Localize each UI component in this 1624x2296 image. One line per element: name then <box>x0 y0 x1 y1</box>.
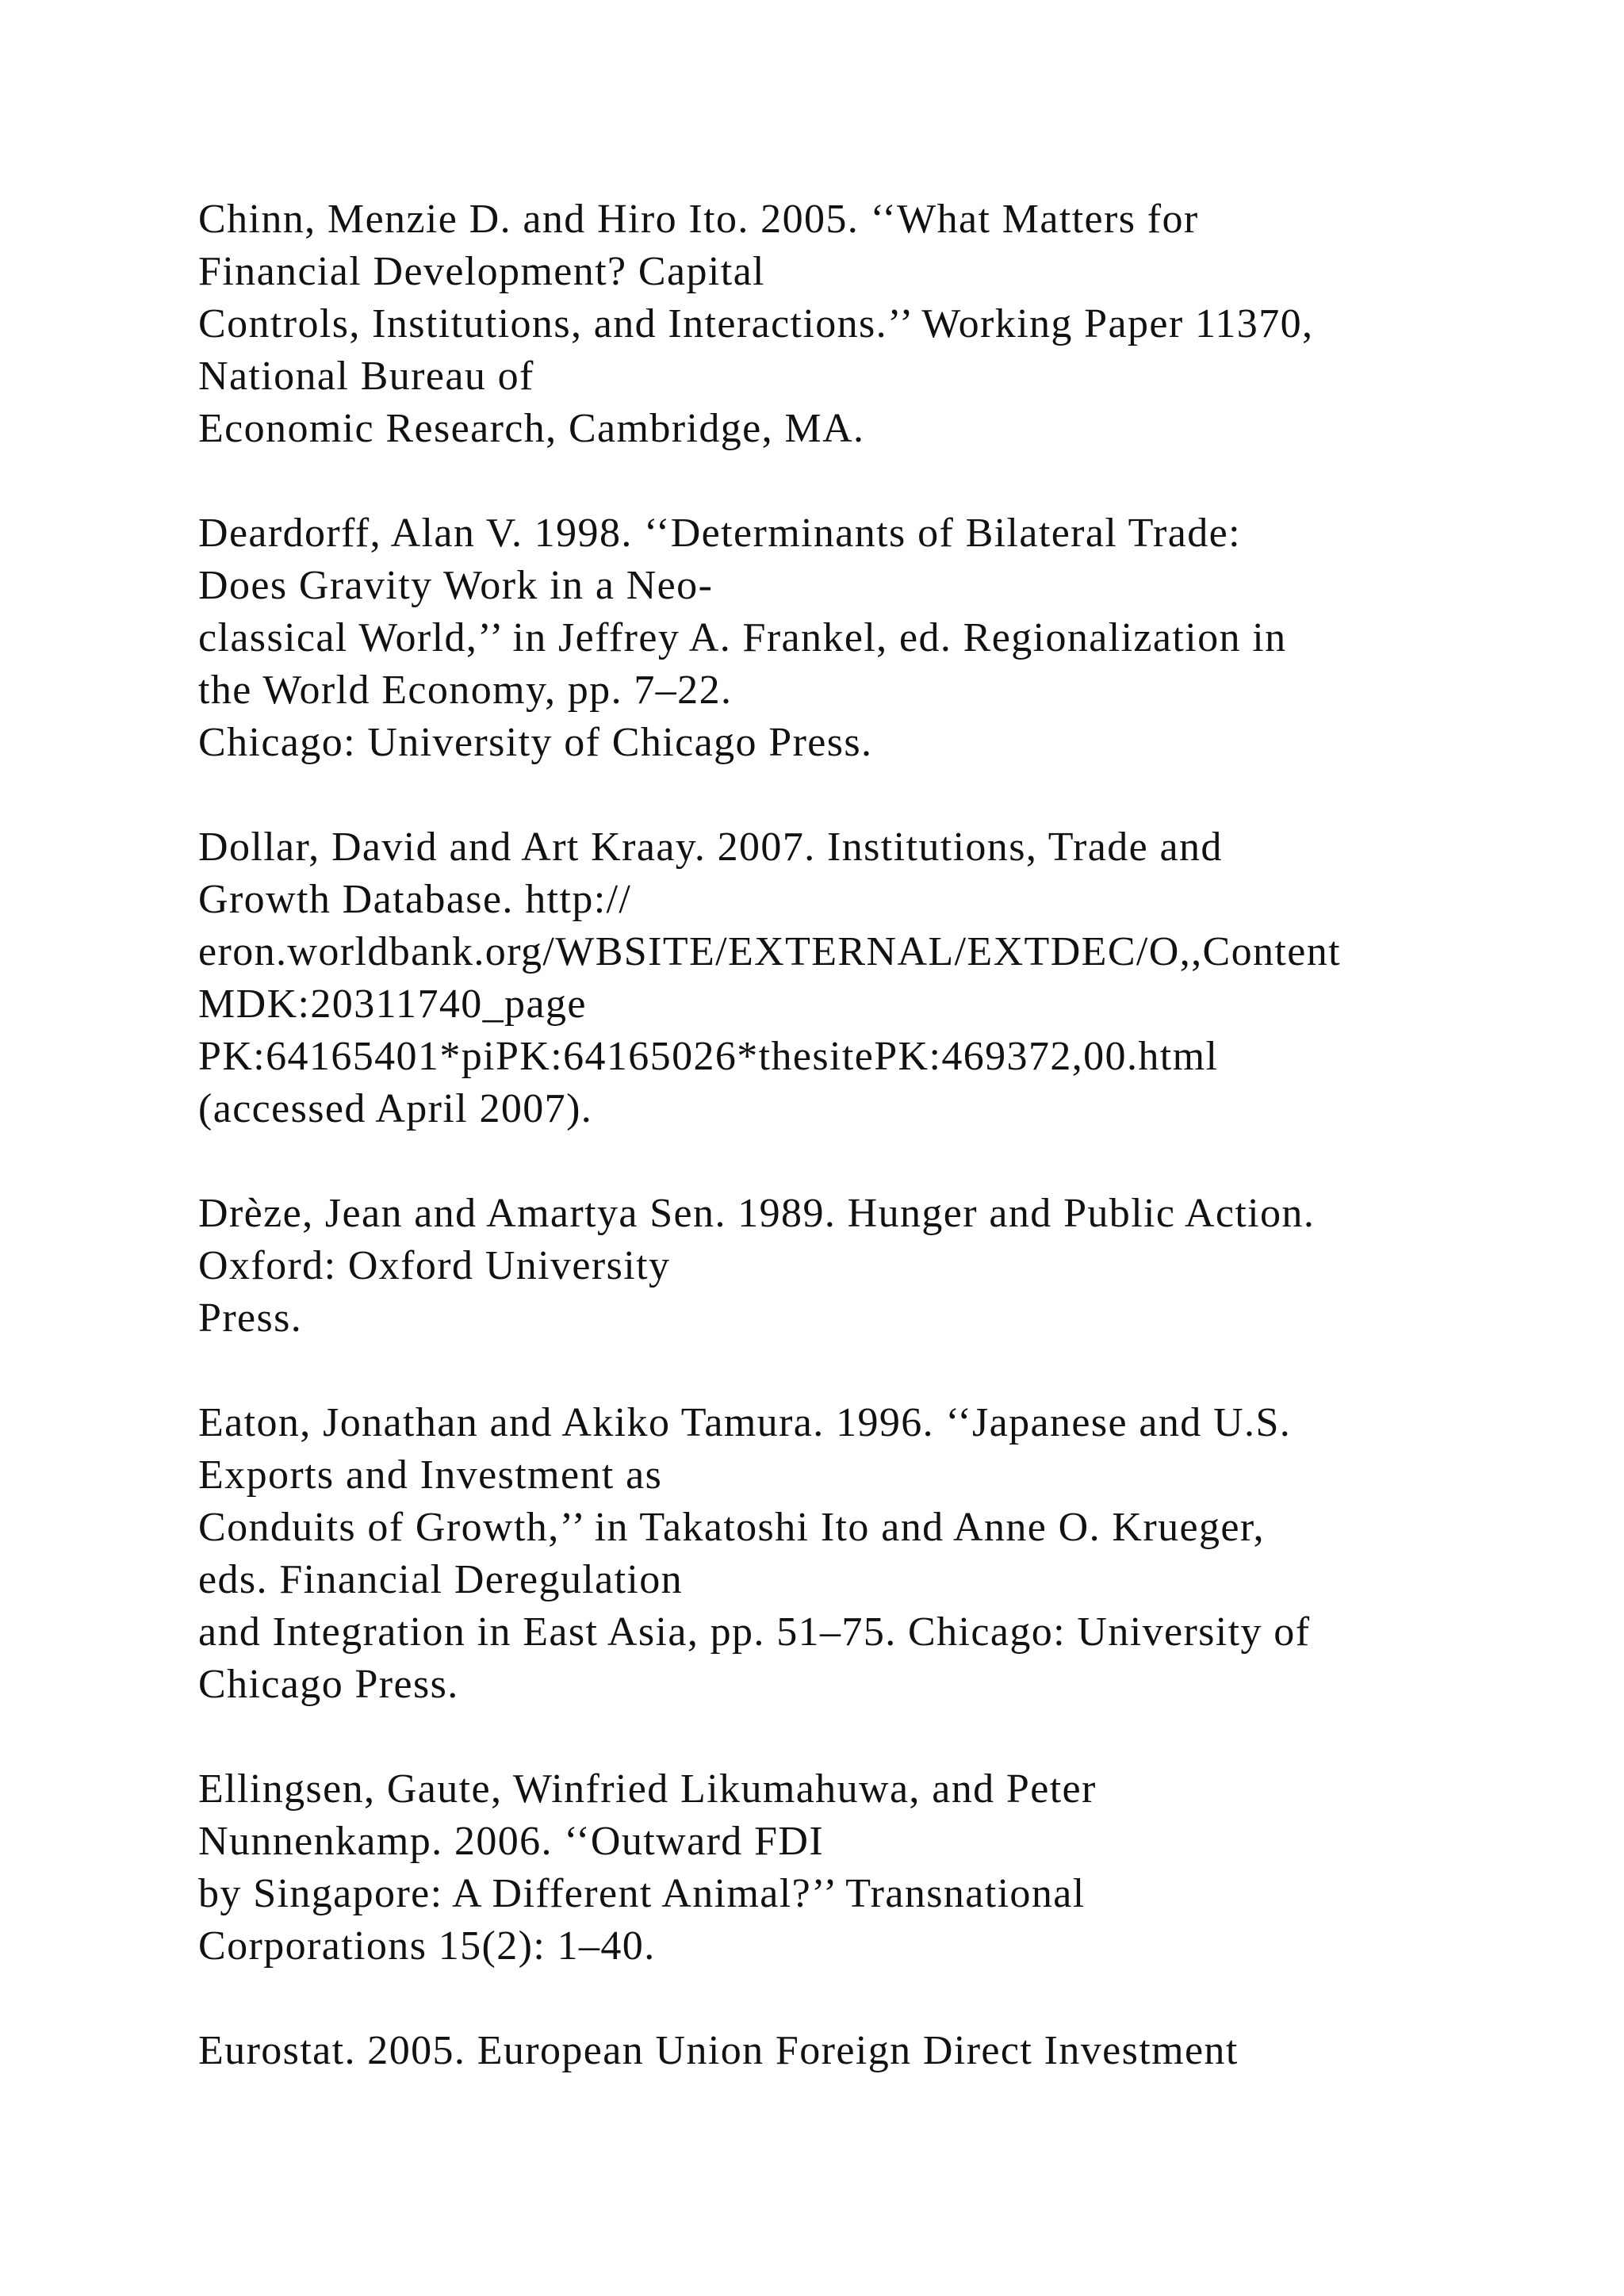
reference-line: and Integration in East Asia, pp. 51–75. Chicago: University of <box>198 1609 1311 1655</box>
reference-line: Ellingsen, Gaute, Winfried Likumahuwa, and Peter <box>198 1766 1097 1812</box>
reference-line: Does Gravity Work in a Neo- <box>198 563 714 608</box>
reference-line: Corporations 15(2): 1–40. <box>198 1923 656 1969</box>
reference-line: Controls, Institutions, and Interactions.’’ Working Paper 11370, <box>198 301 1314 346</box>
reference-line: by Singapore: A Different Animal?’’ Transnational <box>198 1871 1086 1916</box>
reference-line: Drèze, Jean and Amartya Sen. 1989. Hunger and Public Action. <box>198 1191 1316 1236</box>
reference-line: National Bureau of <box>198 354 534 399</box>
reference-line: (accessed April 2007). <box>198 1086 593 1131</box>
reference-entry-eurostat <box>198 2025 1546 2077</box>
reference-line: Press. <box>198 1295 303 1341</box>
reference-line: eron.worldbank.org/WBSITE/EXTERNAL/EXTDEC/O,,Content <box>198 929 1341 974</box>
reference-line: eds. Financial Deregulation <box>198 1557 684 1602</box>
reference-line: classical World,’’ in Jeffrey A. Frankel, ed. Regionalization in <box>198 615 1287 660</box>
reference-line: Growth Database. http:// <box>198 877 632 922</box>
reference-line: the World Economy, pp. 7–22. <box>198 668 733 713</box>
reference-line: PK:64165401*piPK:64165026*thesitePK:469372,00.html <box>198 1034 1219 1079</box>
reference-line: Economic Research, Cambridge, MA. <box>198 406 865 451</box>
reference-line: Eaton, Jonathan and Akiko Tamura. 1996. ‘‘Japanese and U.S. <box>198 1400 1292 1445</box>
reference-entry-deardorff <box>198 507 1546 769</box>
reference-line: Dollar, David and Art Kraay. 2007. Institutions, Trade and <box>198 825 1223 870</box>
reference-line: Exports and Investment as <box>198 1452 663 1498</box>
reference-entry-ellingsen <box>198 1763 1546 1973</box>
reference-line: Conduits of Growth,’’ in Takatoshi Ito and Anne O. Krueger, <box>198 1505 1265 1550</box>
reference-line: Chinn, Menzie D. and Hiro Ito. 2005. ‘‘What Matters for <box>198 197 1199 242</box>
reference-entry-dreze-sen <box>198 1188 1546 1345</box>
reference-line: Eurostat. 2005. European Union Foreign Direct Investment <box>198 2028 1239 2073</box>
reference-entry-eaton-tamura <box>198 1397 1546 1711</box>
reference-line: Financial Development? Capital <box>198 249 765 294</box>
reference-list <box>198 193 1546 2130</box>
reference-line: Deardorff, Alan V. 1998. ‘‘Determinants of Bilateral Trade: <box>198 511 1241 556</box>
reference-entry-chinn-ito <box>198 193 1546 455</box>
reference-line: Chicago: University of Chicago Press. <box>198 720 873 765</box>
reference-line: Nunnenkamp. 2006. ‘‘Outward FDI <box>198 1819 825 1864</box>
reference-entry-dollar-kraay <box>198 821 1546 1135</box>
reference-line: MDK:20311740_page <box>198 982 587 1027</box>
reference-line: Chicago Press. <box>198 1662 459 1707</box>
reference-line: Oxford: Oxford University <box>198 1243 671 1288</box>
